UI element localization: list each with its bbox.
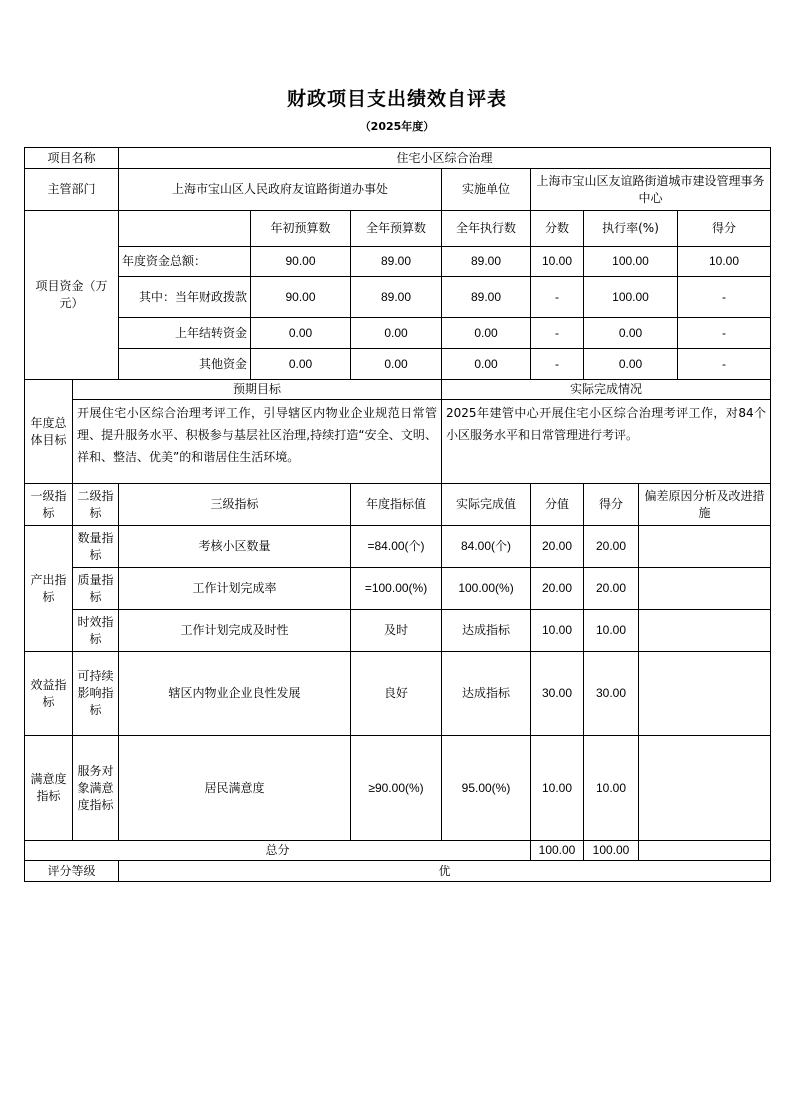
funds-cell: - bbox=[678, 318, 771, 349]
funds-cell: 89.00 bbox=[351, 247, 442, 277]
goals-expected-text: 开展住宅小区综合治理考评工作，引导辖区内物业企业规范日常管理、提升服务水平、积极参与基层社区治理,持续打造“安全、文明、祥和、整洁、优美”的和谐居住生活环境。 bbox=[73, 400, 442, 484]
funds-header-annual: 全年预算数 bbox=[351, 211, 442, 247]
header-level3: 三级指标 bbox=[119, 484, 351, 526]
funds-cell: - bbox=[531, 349, 584, 380]
evaluation-table bbox=[24, 147, 771, 882]
dept-label: 主管部门 bbox=[25, 169, 119, 211]
goals-actual-label: 实际完成情况 bbox=[442, 380, 771, 400]
note-cell bbox=[639, 652, 771, 736]
project-name-value: 住宅小区综合治理 bbox=[119, 148, 771, 169]
target-cell: =84.00(个) bbox=[351, 526, 442, 568]
goals-header-row bbox=[25, 380, 771, 400]
funds-row-label: 年度资金总额： bbox=[119, 247, 251, 277]
target-cell: 及时 bbox=[351, 610, 442, 652]
department-row bbox=[25, 169, 771, 211]
funds-cell: 0.00 bbox=[351, 318, 442, 349]
level3-cell: 考核小区数量 bbox=[119, 526, 351, 568]
total-row bbox=[25, 841, 771, 861]
got-cell: 20.00 bbox=[584, 568, 639, 610]
goals-content-row bbox=[25, 400, 771, 484]
header-level1: 一级指标 bbox=[25, 484, 73, 526]
note-cell bbox=[639, 526, 771, 568]
note-cell bbox=[639, 736, 771, 841]
funds-row bbox=[25, 318, 771, 349]
dept-value: 上海市宝山区人民政府友谊路街道办事处 bbox=[119, 169, 442, 211]
funds-row-label: 其中：当年财政拨款 bbox=[119, 277, 251, 318]
funds-cell: - bbox=[678, 277, 771, 318]
level2-cell: 数量指标 bbox=[73, 526, 119, 568]
funds-cell: 100.00 bbox=[584, 247, 678, 277]
total-got: 100.00 bbox=[584, 841, 639, 861]
actual-cell: 100.00(%) bbox=[442, 568, 531, 610]
indicator-row bbox=[25, 652, 771, 736]
funds-cell: - bbox=[678, 349, 771, 380]
funds-cell: 0.00 bbox=[251, 349, 351, 380]
document-title: 财政项目支出绩效自评表 bbox=[286, 88, 507, 110]
funds-header-score: 得分 bbox=[678, 211, 771, 247]
header-actual: 实际完成值 bbox=[442, 484, 531, 526]
funds-row bbox=[25, 247, 771, 277]
funds-cell: 0.00 bbox=[584, 318, 678, 349]
score-cell: 20.00 bbox=[531, 568, 584, 610]
score-cell: 10.00 bbox=[531, 736, 584, 841]
level2-cell: 可持续影响指标 bbox=[73, 652, 119, 736]
funds-header-blank bbox=[119, 211, 251, 247]
total-score: 100.00 bbox=[531, 841, 584, 861]
funds-cell: 0.00 bbox=[351, 349, 442, 380]
funds-header-rate: 执行率(%) bbox=[584, 211, 678, 247]
header-target: 年度指标值 bbox=[351, 484, 442, 526]
actual-cell: 95.00(%) bbox=[442, 736, 531, 841]
grade-row bbox=[25, 861, 771, 882]
target-cell: =100.00(%) bbox=[351, 568, 442, 610]
funds-row bbox=[25, 349, 771, 380]
level3-cell: 辖区内物业企业良性发展 bbox=[119, 652, 351, 736]
goals-actual-text: 2025年建管中心开展住宅小区综合治理考评工作，对84个小区服务水平和日常管理进行考评。 bbox=[442, 400, 771, 484]
level3-cell: 居民满意度 bbox=[119, 736, 351, 841]
actual-cell: 达成指标 bbox=[442, 652, 531, 736]
project-name-row bbox=[25, 148, 771, 169]
score-cell: 30.00 bbox=[531, 652, 584, 736]
level2-cell: 时效指标 bbox=[73, 610, 119, 652]
funds-header-initial: 年初预算数 bbox=[251, 211, 351, 247]
impl-label: 实施单位 bbox=[442, 169, 531, 211]
level1-benefit: 效益指标 bbox=[25, 652, 73, 736]
score-cell: 20.00 bbox=[531, 526, 584, 568]
note-cell bbox=[639, 568, 771, 610]
grade-label: 评分等级 bbox=[25, 861, 119, 882]
note-cell bbox=[639, 610, 771, 652]
indicator-row bbox=[25, 736, 771, 841]
grade-value: 优 bbox=[119, 861, 771, 882]
funds-cell: 10.00 bbox=[678, 247, 771, 277]
level1-satisfaction: 满意度指标 bbox=[25, 736, 73, 841]
goals-label: 年度总体目标 bbox=[25, 380, 73, 484]
level2-cell: 质量指标 bbox=[73, 568, 119, 610]
got-cell: 30.00 bbox=[584, 652, 639, 736]
funds-cell: 89.00 bbox=[442, 277, 531, 318]
funds-cell: 0.00 bbox=[251, 318, 351, 349]
impl-value: 上海市宝山区友谊路街道城市建设管理事务中心 bbox=[531, 169, 771, 211]
funds-cell: 89.00 bbox=[351, 277, 442, 318]
level1-output: 产出指标 bbox=[25, 526, 73, 652]
actual-cell: 达成指标 bbox=[442, 610, 531, 652]
level2-cell: 服务对象满意度指标 bbox=[73, 736, 119, 841]
funds-cell: 10.00 bbox=[531, 247, 584, 277]
goals-expected-label: 预期目标 bbox=[73, 380, 442, 400]
header-got: 得分 bbox=[584, 484, 639, 526]
target-cell: 良好 bbox=[351, 652, 442, 736]
actual-cell: 84.00(个) bbox=[442, 526, 531, 568]
funds-cell: 0.00 bbox=[442, 349, 531, 380]
document-year: （2025年度） bbox=[359, 120, 435, 133]
funds-row bbox=[25, 277, 771, 318]
funds-header-points: 分数 bbox=[531, 211, 584, 247]
got-cell: 10.00 bbox=[584, 610, 639, 652]
funds-header-row bbox=[25, 211, 771, 247]
funds-label: 项目资金（万元） bbox=[25, 211, 119, 380]
level3-cell: 工作计划完成及时性 bbox=[119, 610, 351, 652]
funds-cell: 0.00 bbox=[584, 349, 678, 380]
funds-cell: - bbox=[531, 318, 584, 349]
funds-cell: 90.00 bbox=[251, 247, 351, 277]
target-cell: ≥90.00(%) bbox=[351, 736, 442, 841]
total-note bbox=[639, 841, 771, 861]
funds-row-label: 上年结转资金 bbox=[119, 318, 251, 349]
funds-header-executed: 全年执行数 bbox=[442, 211, 531, 247]
header-score: 分值 bbox=[531, 484, 584, 526]
funds-cell: 0.00 bbox=[442, 318, 531, 349]
indicators-header-row bbox=[25, 484, 771, 526]
header-note: 偏差原因分析及改进措施 bbox=[639, 484, 771, 526]
got-cell: 20.00 bbox=[584, 526, 639, 568]
project-name-label: 项目名称 bbox=[25, 148, 119, 169]
total-label: 总分 bbox=[25, 841, 531, 861]
funds-cell: - bbox=[531, 277, 584, 318]
level3-cell: 工作计划完成率 bbox=[119, 568, 351, 610]
indicator-row bbox=[25, 568, 771, 610]
indicator-row bbox=[25, 610, 771, 652]
funds-row-label: 其他资金 bbox=[119, 349, 251, 380]
funds-cell: 100.00 bbox=[584, 277, 678, 318]
header-level2: 二级指标 bbox=[73, 484, 119, 526]
score-cell: 10.00 bbox=[531, 610, 584, 652]
indicator-row bbox=[25, 526, 771, 568]
got-cell: 10.00 bbox=[584, 736, 639, 841]
funds-cell: 90.00 bbox=[251, 277, 351, 318]
funds-cell: 89.00 bbox=[442, 247, 531, 277]
